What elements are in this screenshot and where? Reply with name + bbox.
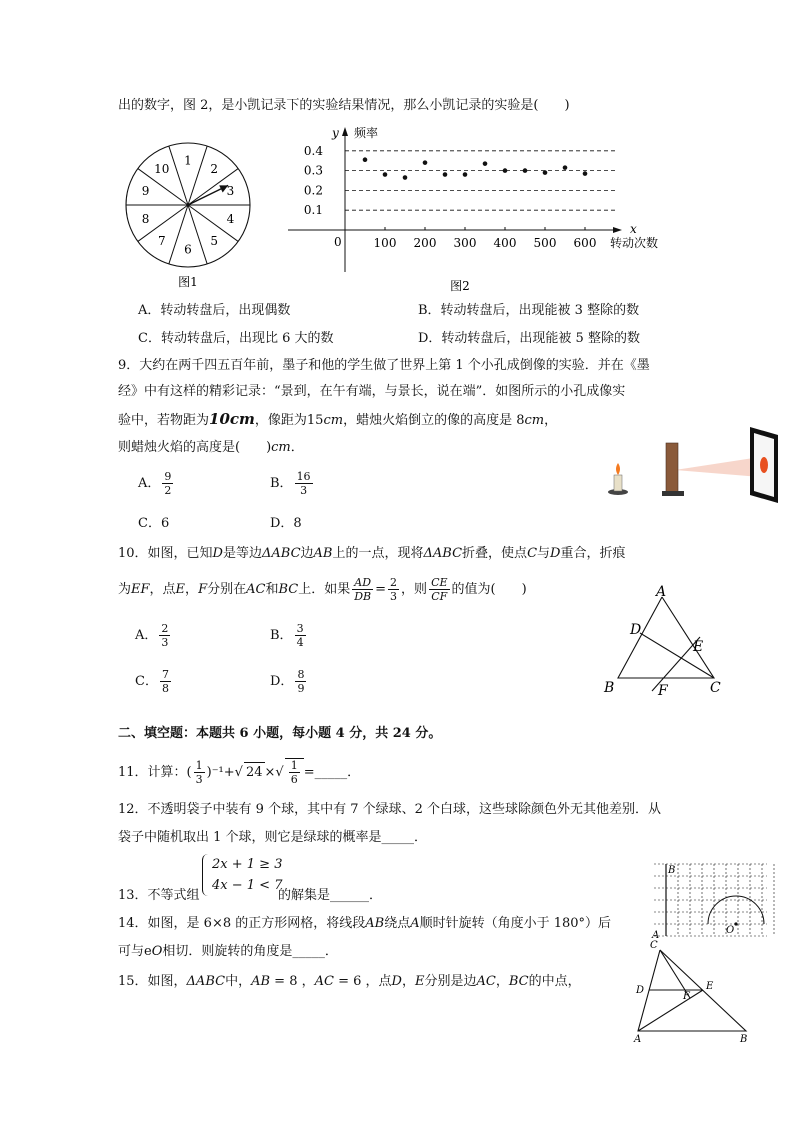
q9-option-a: A． $\frac{9}{2}$	[138, 470, 172, 497]
wheel-number: 7	[157, 234, 166, 249]
q11-line: 11．计算：( $\frac{1}{3}$ )⁻¹+√ 24 ×√ $\frac{1}{6}$ =_____．	[118, 759, 361, 786]
fig1-caption: 图1	[178, 275, 198, 289]
data-point	[423, 160, 428, 165]
spinner-wheel	[126, 143, 250, 267]
label-f: F	[658, 683, 668, 699]
x-tick-label: 400	[493, 236, 517, 250]
q9-line2: 经》中有这样的精彩记录：“景到，在午有端，与景长，说在端”．如图所示的小孔成像实	[118, 384, 626, 399]
x-tick-label: 300	[453, 236, 477, 250]
q8-option-a: A．转动转盘后，出现偶数	[138, 303, 291, 318]
data-point	[543, 170, 548, 175]
label-b: B	[604, 680, 615, 696]
q12-line2: 袋子中随机取出 1 个球，则它是绿球的概率是_____．	[118, 830, 428, 845]
label-a: A	[634, 1034, 642, 1043]
q9-line1: 9．大约在两千四五百年前，墨子和他的学生做了世界上第 1 个小孔成倒像的实验．并在《墨	[118, 358, 650, 373]
data-point	[523, 168, 528, 173]
q8-option-b: B．转动转盘后，出现能被 3 整除的数	[418, 303, 640, 318]
q9-line3: 验中，若物距为10cm，像距为15cm，蜡烛火焰倒立的像的高度是 8cm，	[118, 410, 558, 428]
flame-icon	[616, 463, 620, 475]
q10-option-a: A． $\frac{2}{3}$	[135, 622, 169, 649]
wheel-number: 1	[184, 153, 192, 168]
q10-option-c: C． $\frac{7}{8}$	[135, 668, 169, 695]
y-axis-letter: y	[332, 126, 339, 140]
q12-line1: 12．不透明袋子中装有 9 个球，其中有 7 个绿球、2 个白球，这些球除颜色外无其他差别．从	[118, 802, 662, 817]
label-b: B	[740, 1034, 748, 1043]
label-c: C	[650, 940, 658, 951]
data-point	[483, 161, 488, 166]
pinhole-camera-illustration	[600, 425, 780, 505]
data-point	[443, 172, 448, 177]
q10-option-b: B． $\frac{3}{4}$	[270, 622, 304, 649]
label-d: D	[630, 622, 642, 638]
q9-option-d: D．8	[270, 516, 302, 531]
x-tick-label: 100	[373, 236, 397, 250]
label-c: C	[710, 680, 721, 696]
q10-line1: 10．如图，已知D是等边ΔABC边AB上的一点，现将ΔABC折叠，使点C与D重合，折痕	[118, 546, 626, 561]
x-axis-letter: x	[630, 222, 637, 236]
data-point	[403, 175, 408, 180]
q13-inequality-2: 4x − 1 < 7	[212, 878, 283, 893]
data-point	[503, 168, 508, 173]
q15-triangle-figure	[628, 938, 758, 1043]
data-point	[563, 165, 568, 170]
candle-icon	[614, 475, 622, 491]
label-d: D	[636, 985, 645, 996]
image-flame-icon	[760, 457, 768, 473]
wheel-number: 6	[184, 242, 192, 257]
frequency-chart	[280, 120, 670, 295]
q8-option-c: C．转动转盘后，出现比 6 大的数	[138, 331, 334, 346]
fig2-caption: 图2	[450, 279, 470, 293]
q14-line1: 14．如图，是 6×8 的正方形网格，将线段AB绕点A顺时针旋转（角度小于 180°）后	[118, 916, 612, 931]
data-point	[463, 172, 468, 177]
origin-label: 0	[334, 235, 342, 249]
q10-option-d: D． $\frac{8}{9}$	[270, 668, 305, 695]
q14-line2: 可与eO相切．则旋转的角度是_____．	[118, 944, 338, 959]
x-tick-label: 600	[573, 236, 597, 250]
data-point	[363, 157, 368, 162]
y-tick-label: 0.3	[303, 163, 323, 178]
q8-intro: 出的数字，图 2，是小凯记录下的实验结果情况，那么小凯记录的实验是( )	[118, 98, 570, 113]
wheel-number: 10	[154, 161, 170, 176]
q9-line4: 则蜡烛火焰的高度是( )cm．	[118, 440, 304, 455]
x-axis-label: 转动次数	[610, 236, 659, 250]
wheel-number: 2	[210, 161, 219, 176]
label-a: A	[652, 930, 660, 940]
y-axis-label: 频率	[354, 126, 379, 140]
y-tick-label: 0.1	[303, 203, 323, 218]
data-point	[383, 172, 388, 177]
wheel-number: 9	[141, 184, 150, 199]
label-e: E	[706, 981, 714, 992]
q14-grid-figure	[645, 858, 775, 940]
q13-prefix: 13．不等式组	[118, 888, 200, 903]
wheel-number: 3	[226, 184, 235, 199]
q10-line2: 为EF，点E，F分别在AC和BC上．如果 $\frac{AD}{DB}$ = $\frac{2}{3}$ ，则 $\frac{CE}{CF}$ 的值为( )	[118, 576, 527, 603]
data-point	[583, 171, 588, 176]
spinner-wheel-figure	[118, 140, 258, 290]
y-tick-label: 0.4	[303, 143, 323, 158]
y-axis-arrow-icon	[342, 127, 348, 136]
wheel-number: 5	[210, 234, 219, 249]
y-tick-label: 0.2	[303, 183, 323, 198]
label-o: O	[726, 925, 735, 936]
q13-suffix: 的解集是______．	[278, 888, 383, 903]
x-axis-arrow-icon	[613, 227, 622, 233]
q13-inequality-1: 2x + 1 ≥ 3	[212, 857, 283, 872]
q9-option-c: C．6	[138, 516, 170, 531]
wheel-number: 8	[141, 211, 150, 226]
label-e: E	[693, 639, 704, 655]
label-f: F	[683, 991, 690, 1002]
section-2-header: 二、填空题：本题共 6 小题，每小题 4 分，共 24 分。	[118, 726, 442, 741]
q10-triangle-figure	[596, 585, 731, 700]
q8-option-d: D．转动转盘后，出现能被 5 整除的数	[418, 331, 640, 346]
wheel-number: 4	[226, 211, 235, 226]
pinhole-board-icon	[666, 443, 678, 493]
q9-option-b: B． $\frac{16}{3}$	[270, 470, 311, 497]
label-a: A	[656, 585, 667, 600]
q15-line: 15．如图，ΔABC中，AB = 8 ，AC = 6 ，点D，E分别是边AC，BC的中点，	[118, 974, 581, 989]
x-tick-label: 200	[413, 236, 437, 250]
x-tick-label: 500	[533, 236, 557, 250]
label-b: B	[668, 865, 676, 876]
